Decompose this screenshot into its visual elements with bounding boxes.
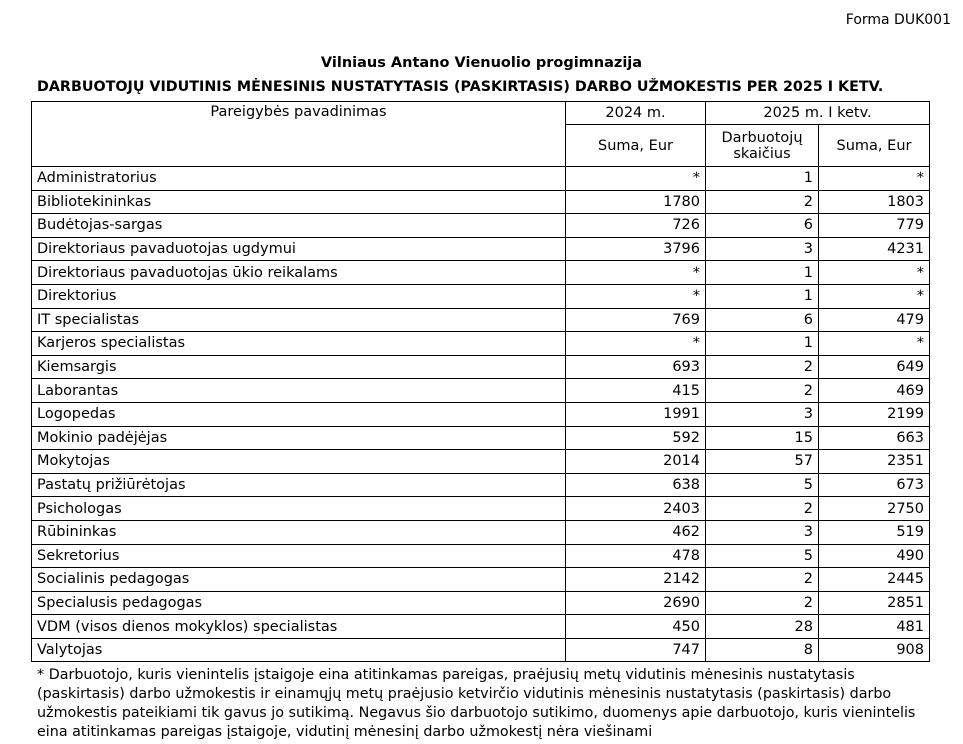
header-sum-2025: Suma, Eur [819, 125, 930, 167]
footnote: * Darbuotojo, kuris vienintelis įstaigoje eina atitinkamas pareigas, praėjusių metų vidutinis mėnesinis nustatytasis (paskirtasis) darbo užmokestis ir einamųjų metų praėjusio ketvirčio vidutinis mėnesinis nustatytasis (paskirtasis) darbo užmokestis pateikiami tik gavus jo sutikimą. Negavus šio darbuotojo sutikimo, duomenys apie darbuotojo, kuris vienintelis eina atitinkamas pareigas įstaigoje, vidutinį mėnesinį darbo užmokestį nėra viešinami [37, 667, 916, 740]
table-body [32, 167, 930, 662]
employee-count-cell: 6 [706, 308, 819, 332]
table-row [32, 355, 930, 379]
sum-2024-cell: * [566, 284, 706, 308]
sum-2024-cell: 2014 [566, 450, 706, 474]
position-cell: Sekretorius [32, 544, 566, 568]
employee-count-cell: 2 [706, 379, 819, 403]
sum-2024-cell: 478 [566, 544, 706, 568]
sum-2024-cell: * [566, 332, 706, 356]
employee-count-cell: 2 [706, 190, 819, 214]
organization-name: Vilniaus Antano Vienuolio progimnazija [320, 55, 643, 71]
sum-2024-cell: 747 [566, 638, 706, 662]
table-row [32, 638, 930, 662]
table-row [32, 332, 930, 356]
sum-2025-cell: * [819, 167, 930, 191]
sum-2024-cell: 1780 [566, 190, 706, 214]
sum-2024-cell: 592 [566, 426, 706, 450]
sum-2024-cell: * [566, 167, 706, 191]
employee-count-cell: 57 [706, 450, 819, 474]
sum-2025-cell: 2351 [819, 450, 930, 474]
position-cell: Administratorius [32, 167, 566, 191]
table-row [32, 450, 930, 474]
header-position: Pareigybės pavadinimas [32, 102, 566, 167]
table-row [32, 544, 930, 568]
table-row [32, 520, 930, 544]
sum-2025-cell: 908 [819, 638, 930, 662]
sum-2025-cell: * [819, 332, 930, 356]
sum-2024-cell: 1991 [566, 402, 706, 426]
sum-2024-cell: 415 [566, 379, 706, 403]
position-cell: Direktorius [32, 284, 566, 308]
employee-count-cell: 1 [706, 284, 819, 308]
table-row [32, 237, 930, 261]
sum-2025-cell: 481 [819, 615, 930, 639]
employee-count-cell: 2 [706, 355, 819, 379]
employee-count-cell: 1 [706, 167, 819, 191]
sum-2025-cell: 663 [819, 426, 930, 450]
sum-2025-cell: 479 [819, 308, 930, 332]
position-cell: Mokinio padėjėjas [32, 426, 566, 450]
employee-count-cell: 2 [706, 591, 819, 615]
sum-2024-cell: 769 [566, 308, 706, 332]
sum-2025-cell: 2750 [819, 497, 930, 521]
table-row [32, 261, 930, 285]
header-year-2024: 2024 m. [566, 102, 706, 125]
position-cell: Specialusis pedagogas [32, 591, 566, 615]
table-row [32, 473, 930, 497]
header-employee-count: Darbuotojų skaičius [706, 125, 819, 167]
position-cell: Logopedas [32, 402, 566, 426]
table-row [32, 497, 930, 521]
sum-2024-cell: 2142 [566, 568, 706, 592]
employee-count-cell: 3 [706, 520, 819, 544]
sum-2025-cell: 2199 [819, 402, 930, 426]
table-row [32, 379, 930, 403]
sum-2025-cell: 649 [819, 355, 930, 379]
employee-count-cell: 5 [706, 544, 819, 568]
employee-count-cell: 6 [706, 214, 819, 238]
position-cell: IT specialistas [32, 308, 566, 332]
sum-2025-cell: 779 [819, 214, 930, 238]
employee-count-cell: 28 [706, 615, 819, 639]
table-row [32, 591, 930, 615]
sum-2024-cell: 2403 [566, 497, 706, 521]
sum-2025-cell: 4231 [819, 237, 930, 261]
sum-2025-cell: * [819, 284, 930, 308]
table-row [32, 402, 930, 426]
sum-2024-cell: 462 [566, 520, 706, 544]
form-code: Forma DUK001 [845, 12, 951, 28]
position-cell: Laborantas [32, 379, 566, 403]
sum-2024-cell: 2690 [566, 591, 706, 615]
table-row [32, 214, 930, 238]
position-cell: Karjeros specialistas [32, 332, 566, 356]
position-cell: Psichologas [32, 497, 566, 521]
employee-count-cell: 2 [706, 568, 819, 592]
position-cell: Direktoriaus pavaduotojas ugdymui [32, 237, 566, 261]
sum-2025-cell: 2445 [819, 568, 930, 592]
sum-2025-cell: 519 [819, 520, 930, 544]
position-cell: Pastatų prižiūrėtojas [32, 473, 566, 497]
document-title: DARBUOTOJŲ VIDUTINIS MĖNESINIS NUSTATYTASIS (PASKIRTASIS) DARBO UŽMOKESTIS PER 2025 I KETV. [37, 79, 884, 95]
employee-count-cell: 15 [706, 426, 819, 450]
sum-2024-cell: * [566, 261, 706, 285]
table-row [32, 308, 930, 332]
table-row [32, 615, 930, 639]
employee-count-cell: 3 [706, 237, 819, 261]
position-cell: Bibliotekininkas [32, 190, 566, 214]
sum-2024-cell: 726 [566, 214, 706, 238]
employee-count-cell: 3 [706, 402, 819, 426]
position-cell: Rūbininkas [32, 520, 566, 544]
sum-2024-cell: 693 [566, 355, 706, 379]
employee-count-cell: 1 [706, 261, 819, 285]
sum-2025-cell: 490 [819, 544, 930, 568]
position-cell: Valytojas [32, 638, 566, 662]
employee-count-cell: 5 [706, 473, 819, 497]
sum-2024-cell: 450 [566, 615, 706, 639]
sum-2025-cell: 469 [819, 379, 930, 403]
sum-2025-cell: * [819, 261, 930, 285]
sum-2025-cell: 673 [819, 473, 930, 497]
sum-2024-cell: 3796 [566, 237, 706, 261]
sum-2024-cell: 638 [566, 473, 706, 497]
position-cell: Budėtojas-sargas [32, 214, 566, 238]
table-row [32, 167, 930, 191]
employee-count-cell: 1 [706, 332, 819, 356]
employee-count-cell: 8 [706, 638, 819, 662]
position-cell: Kiemsargis [32, 355, 566, 379]
sum-2025-cell: 1803 [819, 190, 930, 214]
header-quarter-2025: 2025 m. I ketv. [706, 102, 930, 125]
sum-2025-cell: 2851 [819, 591, 930, 615]
position-cell: Mokytojas [32, 450, 566, 474]
table-row [32, 190, 930, 214]
employee-count-cell: 2 [706, 497, 819, 521]
position-cell: Direktoriaus pavaduotojas ūkio reikalams [32, 261, 566, 285]
table-row [32, 568, 930, 592]
table-row [32, 426, 930, 450]
table-row [32, 284, 930, 308]
position-cell: Socialinis pedagogas [32, 568, 566, 592]
salary-table [31, 101, 930, 662]
header-sum-2024: Suma, Eur [566, 125, 706, 167]
position-cell: VDM (visos dienos mokyklos) specialistas [32, 615, 566, 639]
